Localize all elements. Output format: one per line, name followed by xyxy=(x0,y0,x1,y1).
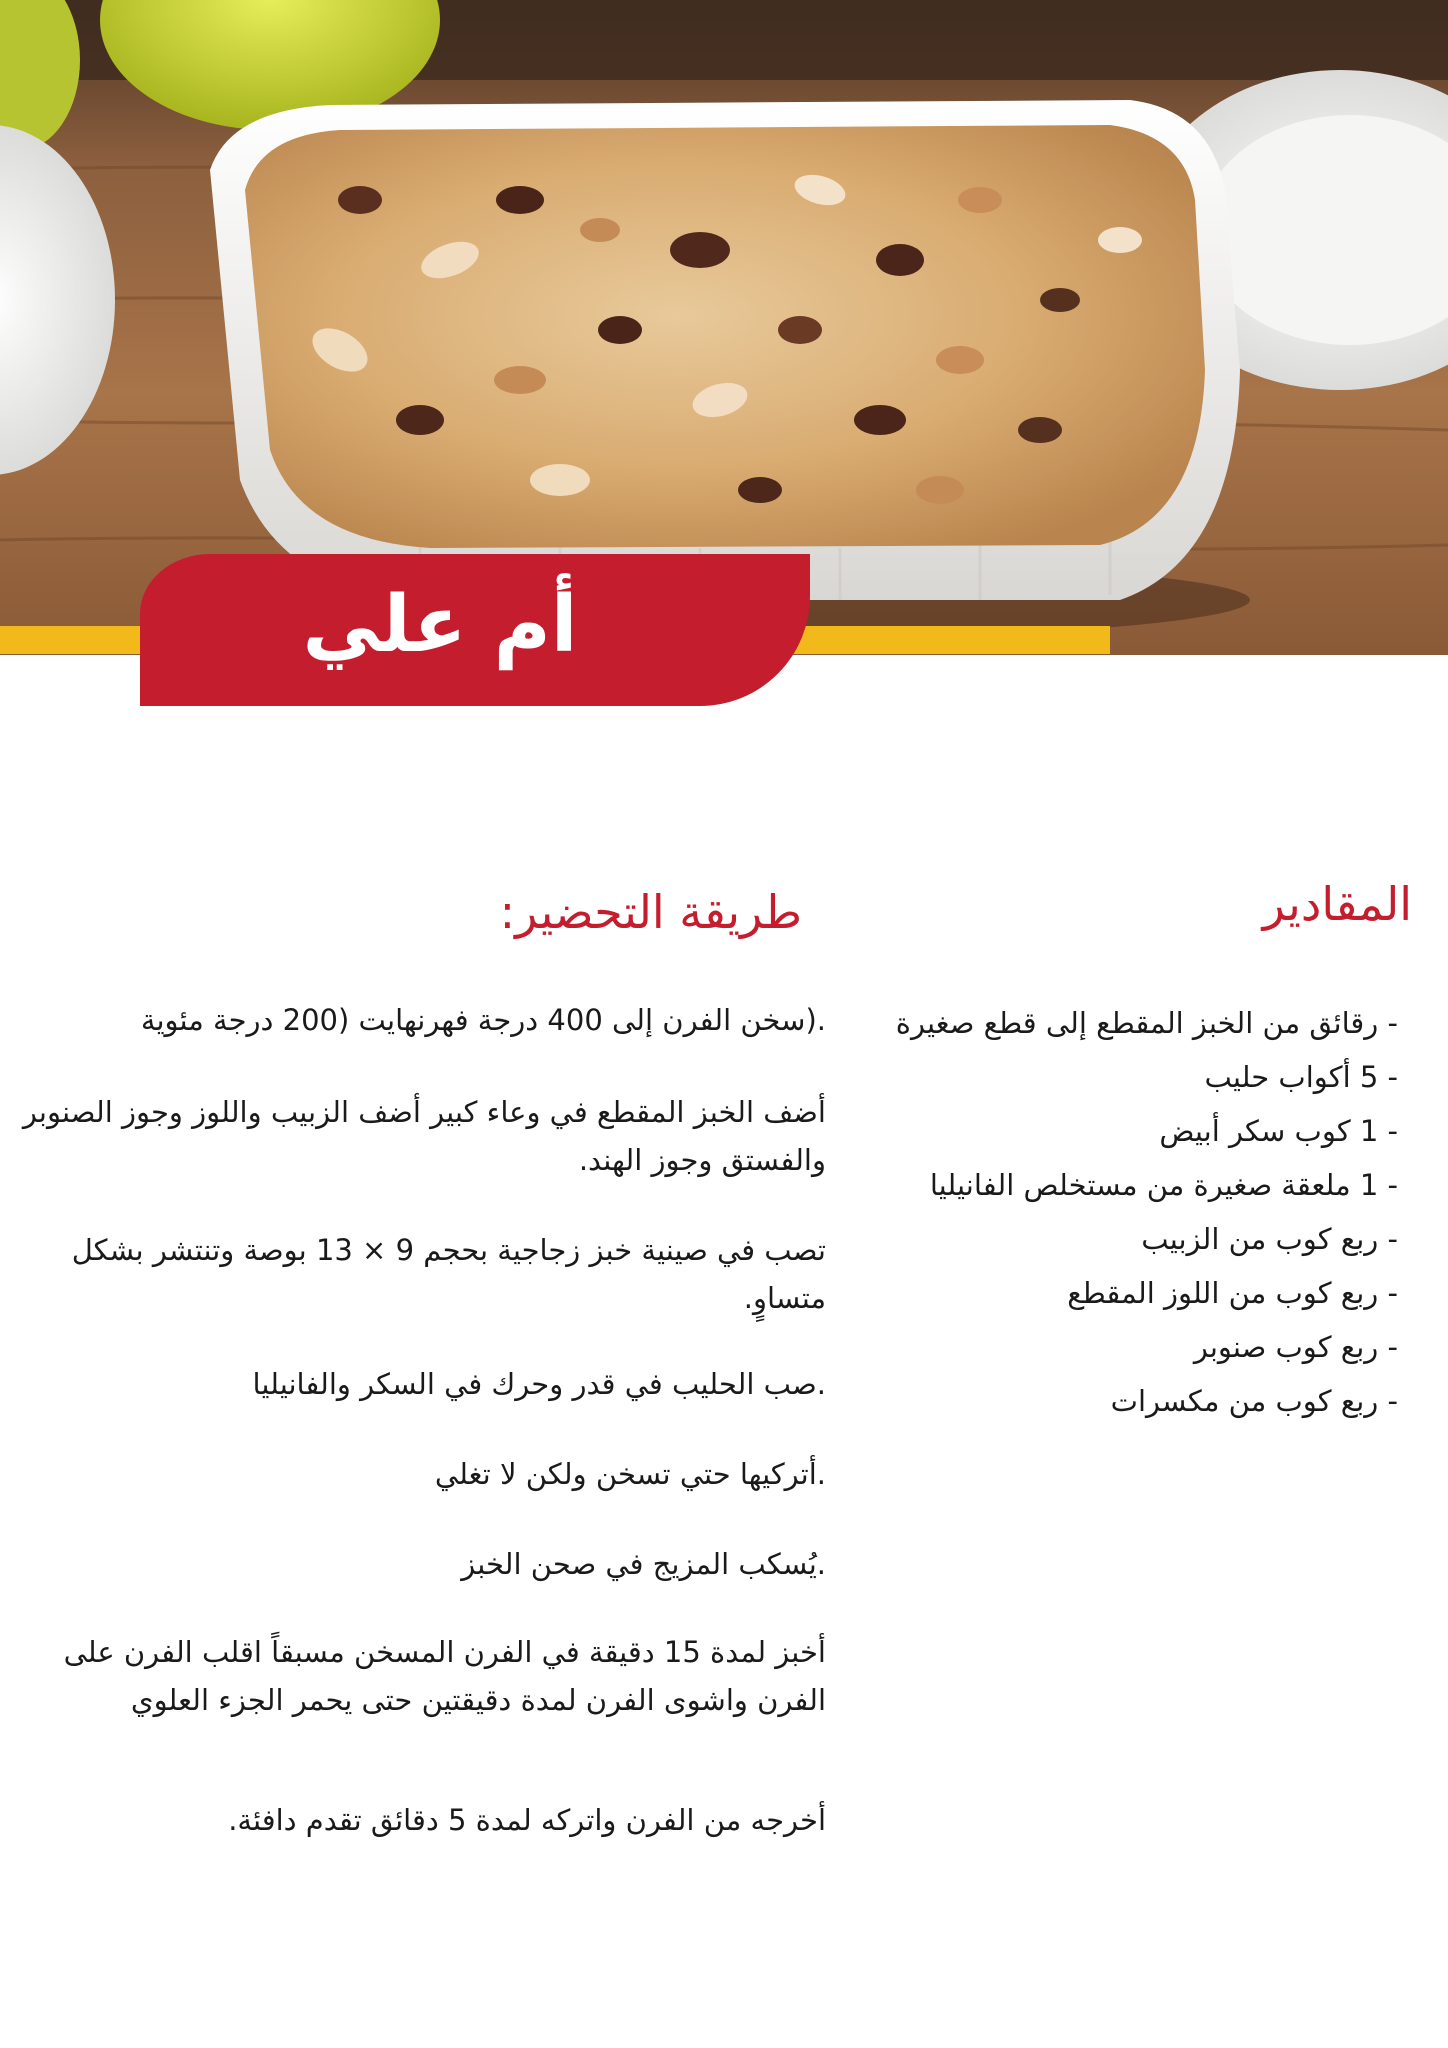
method-step: .(سخن الفرن إلى 400 درجة فهرنهايت (200 درجة مئوية xyxy=(140,1003,826,1037)
method-step: .أتركيها حتي تسخن ولكن لا تغلي xyxy=(434,1457,826,1491)
ingredient-item: - 5 أكواب حليب xyxy=(1204,1060,1398,1094)
method-step: أخرجه من الفرن واتركه لمدة 5 دقائق تقدم دافئة. xyxy=(228,1803,826,1837)
method-step: .صب الحليب في قدر وحرك في السكر والفانيليا xyxy=(252,1367,826,1401)
ingredient-item: - 1 ملعقة صغيرة من مستخلص الفانيليا xyxy=(929,1168,1398,1202)
ingredient-item: - رقائق من الخبز المقطع إلى قطع صغيرة xyxy=(895,1006,1398,1040)
ingredients-list xyxy=(878,996,1398,1428)
method-step: أضف الخبز المقطع في وعاء كبير أضف الزبيب واللوز وجوز الصنوبر والفستق وجوز الهند. xyxy=(22,1095,826,1177)
method-step: تصب في صينية خبز زجاجية بحجم 9 × 13 بوصة وتنتشر بشكل متساوٍ. xyxy=(71,1233,826,1315)
ingredient-item: - 1 كوب سكر أبيض xyxy=(1159,1114,1398,1148)
method-heading: طريقة التحضير: xyxy=(499,885,802,939)
method-step: أخبز لمدة 15 دقيقة في الفرن المسخن مسبقاً اقلب الفرن على الفرن واشوى الفرن لمدة دقيقتين حتى يحمر الجزء العلوي xyxy=(63,1635,826,1717)
method-step: .يُسكب المزيج في صحن الخبز xyxy=(461,1547,826,1581)
ingredient-item: - ربع كوب من الزبيب xyxy=(1141,1222,1398,1256)
ingredients-heading: المقادير xyxy=(1262,877,1412,931)
recipe-title: أم علي xyxy=(302,580,578,670)
ingredient-item: - ربع كوب من مكسرات xyxy=(1110,1384,1398,1418)
ingredient-item: - ربع كوب صنوبر xyxy=(1193,1330,1398,1364)
ingredient-item: - ربع كوب من اللوز المقطع xyxy=(1067,1276,1398,1310)
